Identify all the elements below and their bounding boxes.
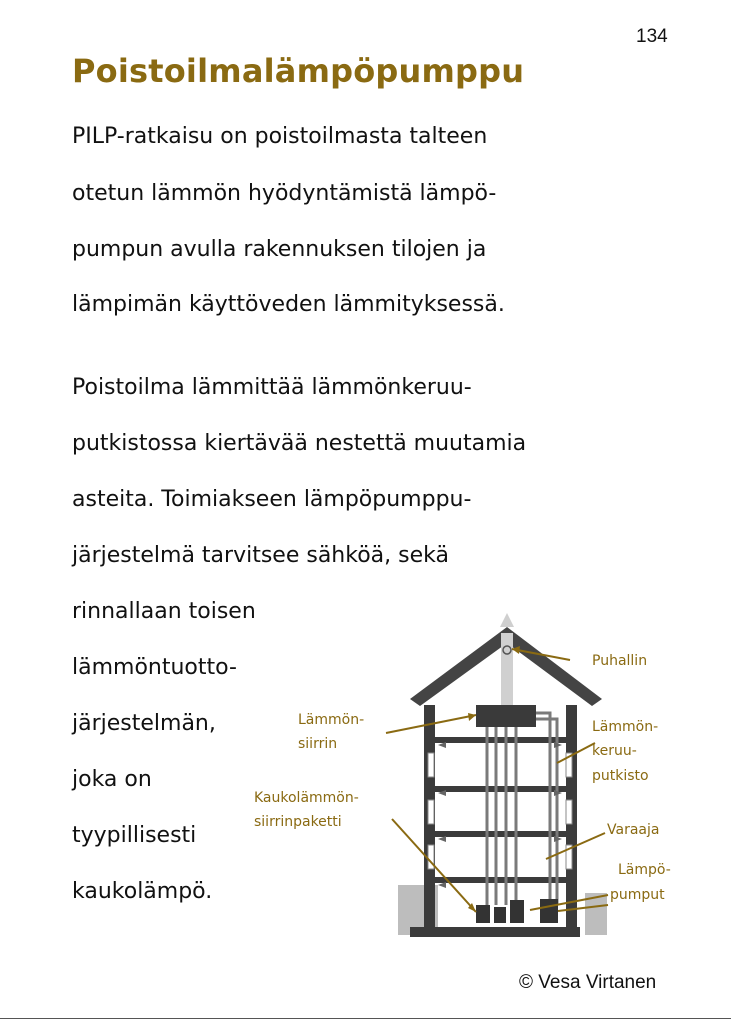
copyright-credit: © Vesa Virtanen xyxy=(519,972,657,993)
label-varaaja: Varaaja xyxy=(607,822,660,838)
page-number: 134 xyxy=(636,26,668,47)
bottom-divider xyxy=(0,1018,731,1019)
paragraph-2-line-7: järjestelmän, xyxy=(72,711,216,736)
heat-exchanger xyxy=(476,705,536,727)
label-lampopumput-1: Lämpö- xyxy=(618,862,671,878)
label-lampopumput-2: pumput xyxy=(610,887,665,903)
label-puhallin: Puhallin xyxy=(592,653,648,669)
paragraph-2-line-2: putkistossa kiertävää nestettä muutamia xyxy=(72,431,527,456)
district-heat-exchanger-package xyxy=(476,905,490,923)
label-keruu-3: putkisto xyxy=(592,768,649,784)
page-title: Poistoilmalämpöpumppu xyxy=(72,52,525,90)
paragraph-2-line-3: asteita. Toimiakseen lämpöpumppu- xyxy=(72,487,472,512)
label-keruu-1: Lämmön- xyxy=(592,719,659,735)
building-diagram xyxy=(250,605,690,945)
paragraph-1-line-2: otetun lämmön hyödyntämistä lämpö- xyxy=(72,181,497,206)
label-lammonsiirrin-2: siirrin xyxy=(298,736,338,752)
paragraph-2-line-4: järjestelmä tarvitsee sähköä, sekä xyxy=(72,543,449,568)
heat-pump-unit xyxy=(540,899,558,923)
exhaust-arrow-icon xyxy=(500,613,514,627)
paragraph-1-line-3: pumpun avulla rakennuksen tilojen ja xyxy=(72,237,487,262)
paragraph-2-line-8: joka on xyxy=(72,767,152,792)
paragraph-2-line-10: kaukolämpö. xyxy=(72,879,213,904)
paragraph-2-line-6: lämmöntuotto- xyxy=(72,655,237,680)
paragraph-2-line-5: rinnallaan toisen xyxy=(72,599,256,624)
label-kauko-1: Kaukolämmön- xyxy=(254,790,359,806)
label-keruu-2: keruu- xyxy=(592,743,637,759)
paragraph-1-line-1: PILP-ratkaisu on poistoilmasta talteen xyxy=(72,124,488,149)
paragraph-2-line-1: Poistoilma lämmittää lämmönkeruu- xyxy=(72,375,472,400)
label-kauko-2: siirrinpaketti xyxy=(254,814,342,830)
label-lammonsiirrin-1: Lämmön- xyxy=(298,712,365,728)
paragraph-1-line-4: lämpimän käyttöveden lämmityksessä. xyxy=(72,292,505,317)
exhaust-stack xyxy=(501,633,513,705)
paragraph-2-line-9: tyypillisesti xyxy=(72,823,197,848)
storage-tank xyxy=(510,900,524,923)
